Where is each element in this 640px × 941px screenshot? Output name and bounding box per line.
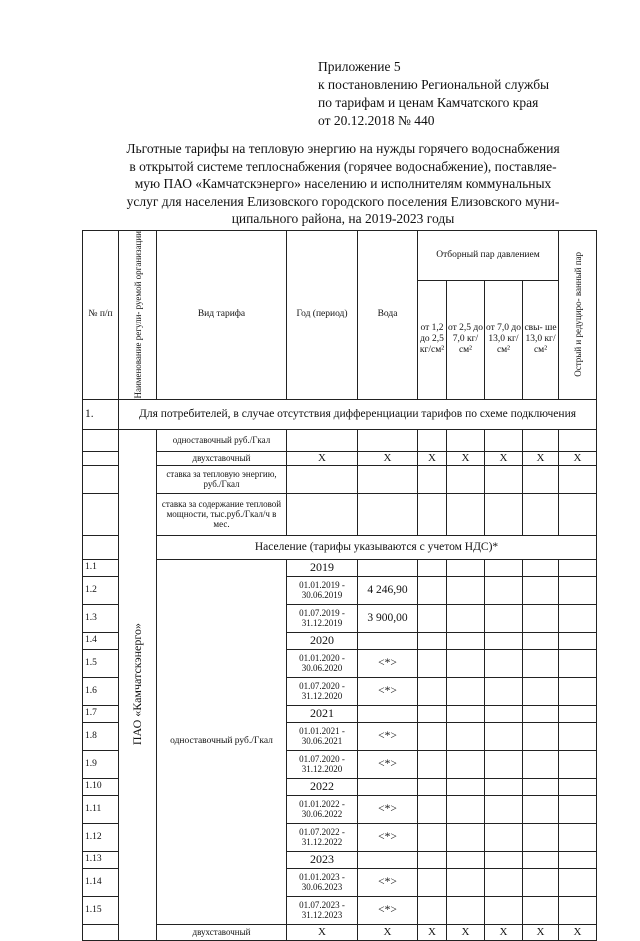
period-cell: 01.01.2020 - 30.06.2020 [287,649,358,677]
cell-empty [418,823,447,851]
cell-empty [523,795,559,823]
table-row [83,429,597,451]
cell-empty [485,493,523,535]
cell-empty [485,750,523,778]
table-row [83,559,597,576]
title-line: в открытой системе теплоснабжения (горячее водоснабжение), поставляе- [129,158,557,174]
cell-empty [447,795,485,823]
period-cell: 01.07.2019 - 31.12.2019 [287,604,358,632]
cell-empty [485,604,523,632]
cell-empty [485,559,523,576]
row-number: 1.14 [83,868,119,896]
x-mark: Х [358,451,418,465]
row-number: 1.6 [83,677,119,705]
cell-empty [559,750,597,778]
x-mark: Х [287,924,358,940]
cell-empty [418,465,447,493]
cell-empty [559,677,597,705]
cell-empty [559,823,597,851]
cell-empty [447,576,485,604]
period-cell: 01.01.2021 - 30.06.2021 [287,722,358,750]
header-num: № п/п [83,231,119,400]
cell-empty [83,493,119,535]
appendix-line: к постановлению Региональной службы [318,77,550,92]
cell-empty [418,868,447,896]
tariff-type: одноставочный руб./Гкал [157,559,287,924]
water-value: <*> [358,750,418,778]
cell-empty [485,705,523,722]
table-row [83,493,597,535]
cell-empty [358,465,418,493]
x-mark: Х [358,924,418,940]
cell-empty [418,677,447,705]
cell-empty [523,705,559,722]
tariff-table [82,230,597,941]
cell-empty [447,750,485,778]
tariff-type: одноставочный руб./Гкал [157,429,287,451]
cell-empty [485,778,523,795]
cell-empty [485,795,523,823]
cell-empty [523,465,559,493]
header-water: Вода [358,231,418,400]
cell-empty [559,429,597,451]
cell-empty [418,604,447,632]
cell-empty [83,924,119,940]
x-mark: Х [418,924,447,940]
period-cell: 01.07.2020 - 31.12.2020 [287,677,358,705]
water-value: 3 900,00 [358,604,418,632]
header-pressure-3: от 7,0 до 13,0 кг/см² [485,280,523,399]
cell-empty [523,896,559,924]
cell-empty [418,896,447,924]
cell-empty [83,535,119,559]
cell-empty [523,559,559,576]
org-cell [119,429,157,940]
row-number: 1.3 [83,604,119,632]
x-mark: Х [287,451,358,465]
population-title: Население (тарифы указываются с учетом НДС)* [157,535,597,559]
row-number: 1.7 [83,705,119,722]
cell-empty [418,778,447,795]
x-mark: Х [523,451,559,465]
row-number: 1.11 [83,795,119,823]
cell-empty [559,559,597,576]
x-mark: Х [447,451,485,465]
period-cell: 01.07.2020 - 31.12.2020 [287,750,358,778]
row-number: 1.12 [83,823,119,851]
cell-empty [287,465,358,493]
row-number: 1.15 [83,896,119,924]
year-cell: 2023 [287,851,358,868]
year-cell: 2020 [287,632,358,649]
cell-empty [485,429,523,451]
header-org [119,231,157,400]
cell-empty [559,795,597,823]
water-value: <*> [358,896,418,924]
row-number: 1.13 [83,851,119,868]
row-number: 1.4 [83,632,119,649]
year-cell: 2019 [287,559,358,576]
row-number: 1.10 [83,778,119,795]
cell-empty [418,851,447,868]
header-row [83,231,597,281]
water-value: <*> [358,868,418,896]
header-period: Год (период) [287,231,358,400]
cell-empty [523,851,559,868]
cell-empty [485,677,523,705]
cell-empty [523,493,559,535]
water-value: <*> [358,677,418,705]
cell-empty [447,465,485,493]
x-mark: Х [418,451,447,465]
cell-empty [559,465,597,493]
period-cell: 01.07.2022 - 31.12.2022 [287,823,358,851]
cell-empty [485,722,523,750]
cell-empty [523,576,559,604]
table-row [83,465,597,493]
cell-empty [418,705,447,722]
row-number: 1.5 [83,649,119,677]
cell-empty [418,493,447,535]
x-mark: Х [523,924,559,940]
cell-empty [358,559,418,576]
cell-empty [523,823,559,851]
row-number: 1.2 [83,576,119,604]
cell-empty [418,559,447,576]
period-cell: 01.07.2023 - 31.12.2023 [287,896,358,924]
x-mark: Х [485,451,523,465]
header-sharp [559,231,597,400]
cell-empty [559,778,597,795]
cell-empty [358,851,418,868]
cell-empty [358,778,418,795]
water-value: <*> [358,649,418,677]
cell-empty [418,722,447,750]
cell-empty [447,604,485,632]
cell-empty [523,649,559,677]
tariff-type: ставка за тепловую энергию, руб./Гкал [157,465,287,493]
section-title: Для потребителей, в случае отсутствия дифференциации тарифов по схеме подключения [119,399,597,429]
cell-empty [418,632,447,649]
org-name: ПАО «Камчатскэнерго» [130,623,144,746]
period-cell: 01.01.2023 - 30.06.2023 [287,868,358,896]
year-cell: 2022 [287,778,358,795]
row-number: 1.9 [83,750,119,778]
title-line: Льготные тарифы на тепловую энергию на нужды горячего водоснабжения [126,141,560,156]
cell-empty [83,429,119,451]
x-mark: Х [559,924,597,940]
row-number: 1.8 [83,722,119,750]
cell-empty [485,851,523,868]
period-cell: 01.01.2019 - 30.06.2019 [287,576,358,604]
cell-empty [485,632,523,649]
cell-empty [447,851,485,868]
cell-empty [485,465,523,493]
cell-empty [447,705,485,722]
x-mark: Х [559,451,597,465]
cell-empty [559,493,597,535]
appendix-line: по тарифам и ценам Камчатского края [318,95,539,110]
section-row [83,535,597,559]
table-row [83,924,597,940]
water-value: <*> [358,795,418,823]
section-num: 1. [83,399,119,429]
header-pressure-1: от 1,2 до 2,5 кг/см² [418,280,447,399]
cell-empty [447,559,485,576]
cell-empty [523,778,559,795]
cell-empty [418,795,447,823]
water-value: <*> [358,823,418,851]
section-row [83,399,597,429]
cell-empty [447,677,485,705]
cell-empty [447,649,485,677]
x-mark: Х [485,924,523,940]
cell-empty [358,632,418,649]
cell-empty [83,465,119,493]
cell-empty [485,576,523,604]
cell-empty [447,823,485,851]
appendix-line: Приложение 5 [318,59,401,74]
cell-empty [523,750,559,778]
cell-empty [287,493,358,535]
cell-empty [523,722,559,750]
cell-empty [559,868,597,896]
tariff-type: двухставочный [157,451,287,465]
cell-empty [287,429,358,451]
cell-empty [83,451,119,465]
cell-empty [485,823,523,851]
header-pressure-4: свы- ше 13,0 кг/см² [523,280,559,399]
cell-empty [559,604,597,632]
cell-empty [358,705,418,722]
cell-empty [523,632,559,649]
water-value: <*> [358,722,418,750]
cell-empty [485,896,523,924]
cell-empty [485,868,523,896]
appendix-line: от 20.12.2018 № 440 [318,113,435,128]
title-line: услуг для населения Елизовского городского поселения Елизовского муни- [126,193,560,209]
cell-empty [447,429,485,451]
cell-empty [559,576,597,604]
tariff-type: двухставочный [157,924,287,940]
cell-empty [523,677,559,705]
cell-empty [447,896,485,924]
header-sharp-text: Острый и редуциро- ванный пар [572,252,583,378]
header-steam: Отборный пар давлением [418,231,559,281]
cell-empty [447,632,485,649]
cell-empty [418,750,447,778]
cell-empty [418,429,447,451]
appendix-block [318,58,549,130]
title-line: ципального района, на 2019-2023 годы [231,211,455,226]
cell-empty [523,429,559,451]
x-mark: Х [447,924,485,940]
tariff-type: ставка за содержание тепловой мощности, тыс.руб./Гкал/ч в мес. [157,493,287,535]
cell-empty [559,722,597,750]
header-org-text: Наименование регули- руемой организации [132,231,143,399]
cell-empty [447,778,485,795]
cell-empty [559,649,597,677]
cell-empty [447,868,485,896]
title-line: мую ПАО «Камчатскэнерго» населению и исполнителям коммунальных [134,176,552,191]
row-number: 1.1 [83,559,119,576]
cell-empty [447,493,485,535]
header-type: Вид тарифа [157,231,287,400]
cell-empty [447,722,485,750]
cell-empty [418,649,447,677]
water-value: 4 246,90 [358,576,418,604]
cell-empty [485,649,523,677]
cell-empty [559,851,597,868]
document-title [88,140,598,228]
header-pressure-2: от 2,5 до 7,0 кг/см² [447,280,485,399]
cell-empty [523,868,559,896]
cell-empty [559,896,597,924]
cell-empty [523,604,559,632]
cell-empty [358,429,418,451]
cell-empty [418,576,447,604]
cell-empty [358,493,418,535]
table-row [83,451,597,465]
period-cell: 01.01.2022 - 30.06.2022 [287,795,358,823]
cell-empty [559,705,597,722]
year-cell: 2021 [287,705,358,722]
cell-empty [559,632,597,649]
